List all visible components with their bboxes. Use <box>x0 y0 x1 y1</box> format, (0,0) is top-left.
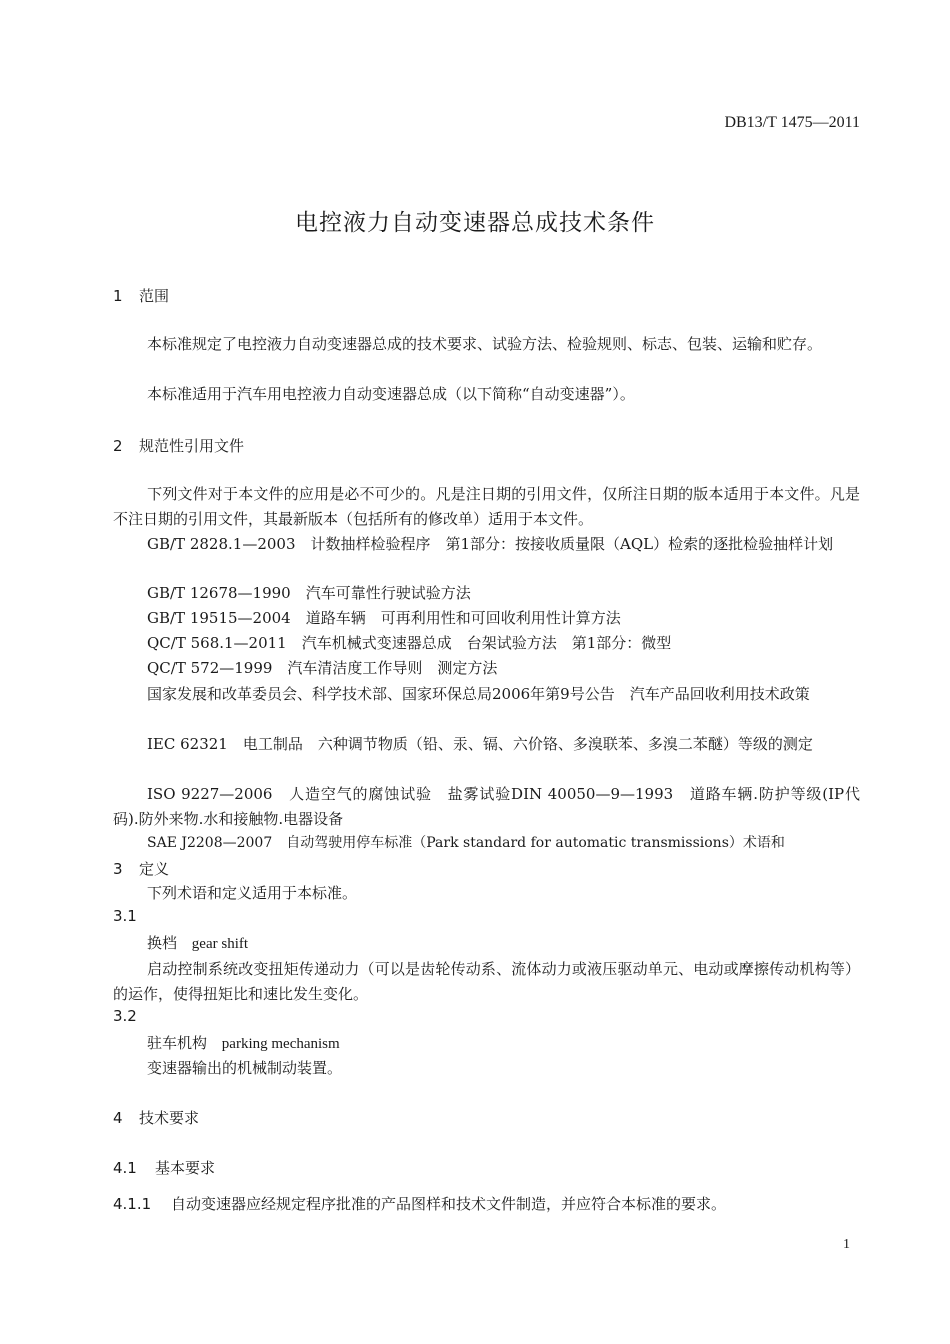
clause-text: 自动变速器应经规定程序批准的产品图样和技术文件制造，并应符合本标准的要求。 <box>171 1195 727 1213</box>
term-chinese: 换档 <box>147 934 178 952</box>
scope-paragraph-2: 本标准适用于汽车用电控液力自动变速器总成（以下简称“自动变速器”）。 <box>147 385 635 403</box>
term-number: 3.1 <box>113 907 137 925</box>
term-english: parking mechanism <box>221 1036 340 1052</box>
page-number: 1 <box>843 1237 850 1252</box>
clause-number: 4.1.1 <box>113 1195 152 1213</box>
document-title: 电控液力自动变速器总成技术条件 <box>295 210 655 236</box>
reference-item: GB/T 2828.1—2003 计数抽样检验程序 第1部分：按接收质量限（AQL）检索的逐批检验抽样计划 <box>147 535 834 553</box>
reference-item: IEC 62321 电工制品 六种调节物质（铅、汞、镉、六价铬、多溴联苯、多溴二苯醚）等级的测定 <box>147 735 813 753</box>
references-intro: 下列文件对于本文件的应用是必不可少的。凡是注日期的引用文件，仅所注日期的版本适用于本文件。凡是不注日期的引用文件，其最新版本（包括所有的修改单）适用于本文件。 <box>113 485 860 528</box>
subsection-heading-basic-requirements: 4.1 基本要求 <box>113 1159 216 1177</box>
section-heading-definitions: 3 定义 <box>113 860 170 878</box>
term-entry <box>147 932 248 953</box>
term-chinese: 驻车机构 <box>147 1034 208 1052</box>
reference-item: GB/T 12678—1990 汽车可靠性行驶试验方法 <box>147 584 471 602</box>
term-number: 3.2 <box>113 1007 137 1025</box>
definitions-intro: 下列术语和定义适用于本标准。 <box>147 884 358 902</box>
section-heading-technical-requirements: 4 技术要求 <box>113 1109 200 1127</box>
term-english: gear shift <box>191 936 249 952</box>
reference-item: ISO 9227—2006 人造空气的腐蚀试验 盐雾试验DIN 40050—9—1993 道路车辆.防护等级(IP代码).防外来物.水和接触物.电器设备 <box>113 785 860 828</box>
clause-4-1-1 <box>113 1193 726 1214</box>
reference-item: QC/T 568.1—2011 汽车机械式变速器总成 台架试验方法 第1部分：微型 <box>147 634 672 652</box>
reference-item: 国家发展和改革委员会、科学技术部、国家环保总局2006年第9号公告 汽车产品回收利用技术政策 <box>147 685 810 703</box>
document-number: DB13/T 1475—2011 <box>724 114 860 131</box>
reference-item: QC/T 572—1999 汽车清洁度工作导则 测定方法 <box>147 659 498 677</box>
section-heading-scope: 1 范围 <box>113 287 170 305</box>
term-definition: 启动控制系统改变扭矩传递动力（可以是齿轮传动系、流体动力或液压驱动单元、电动或摩擦传动机构等）的运作，使得扭矩比和速比发生变化。 <box>113 960 860 1003</box>
section-heading-normative-references: 2 规范性引用文件 <box>113 437 245 455</box>
reference-item: SAE J2208—2007 自动驾驶用停车标准（Park standard for automatic transmissions）术语和 <box>147 835 785 851</box>
term-entry <box>147 1032 340 1053</box>
scope-paragraph-1: 本标准规定了电控液力自动变速器总成的技术要求、试验方法、检验规则、标志、包装、运输和贮存。 <box>147 335 823 353</box>
reference-item: GB/T 19515—2004 道路车辆 可再利用性和可回收利用性计算方法 <box>147 609 621 627</box>
term-definition: 变速器输出的机械制动装置。 <box>147 1059 343 1077</box>
